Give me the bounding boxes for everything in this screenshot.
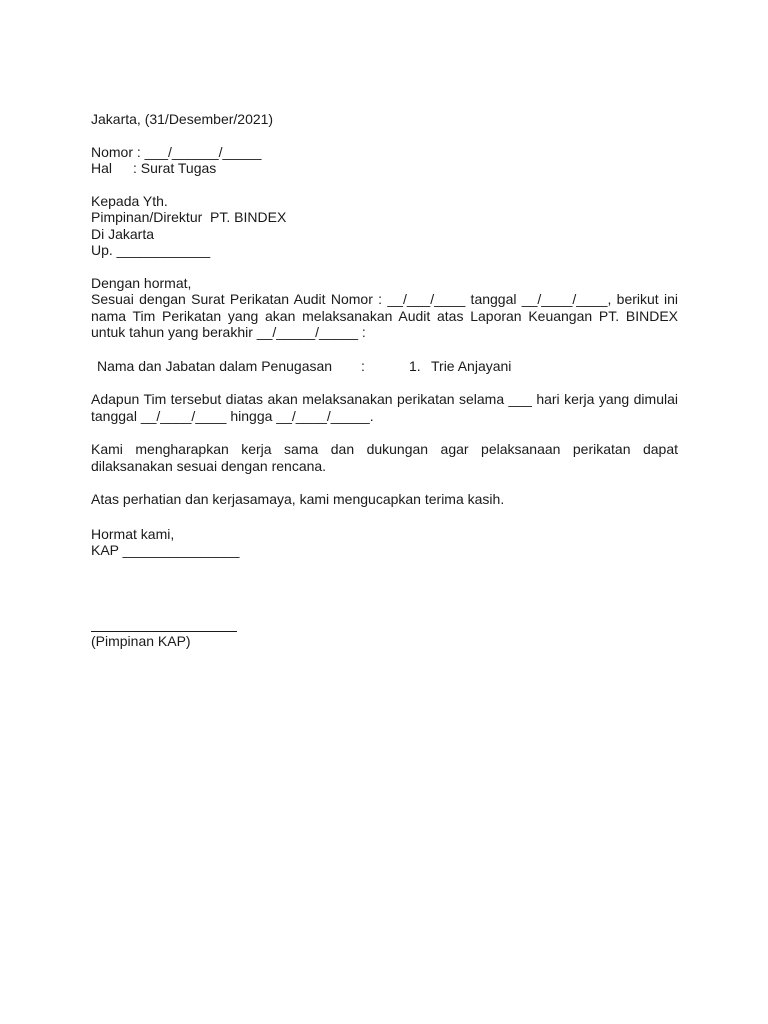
- letter-page: [91, 111, 678, 649]
- team-label: Nama dan Jabatan dalam Penugasan: [97, 357, 333, 374]
- signatory: (Pimpinan KAP): [91, 632, 191, 649]
- signature-line: [91, 615, 237, 632]
- closing-block: [91, 526, 678, 559]
- nomor-line: Nomor : ___/______/_____: [91, 143, 262, 160]
- closing-line-2: KAP _______________: [91, 542, 240, 558]
- hal-value: : Surat Tugas: [133, 160, 217, 176]
- hal-line: [91, 160, 678, 177]
- recipient-line-2: Pimpinan/Direktur PT. BINDEX: [91, 209, 287, 225]
- team-colon: :: [361, 357, 365, 374]
- team-member: Trie Anjayani: [431, 357, 512, 374]
- greeting: Dengan hormat,: [91, 274, 192, 291]
- hal-label: Hal: [91, 160, 113, 176]
- recipient-block: [91, 193, 678, 259]
- recipient-line-4: Up. ____________: [91, 242, 211, 258]
- recipient-line-3: Di Jakarta: [91, 225, 155, 242]
- place-date: Jakarta, (31/Desember/2021): [91, 111, 274, 127]
- paragraph-engagement: Sesuai dengan Surat Perikatan Audit Nomor : __/___/____ tanggal __/____/____, berikut ini nama Tim Perikatan yang akan melaksanakan Audit atas Laporan Keuangan PT. BINDEX untuk tahun yang berakhir __/_____/_____ :: [91, 291, 678, 340]
- opening-block: [91, 275, 678, 341]
- team-number: 1.: [409, 357, 421, 374]
- paragraph-cooperation: Kami mengharapkan kerja sama dan dukungan agar pelaksanaan perikatan dapat dilaksanakan sesuai dengan rencana.: [91, 441, 678, 474]
- reference-block: [91, 144, 678, 177]
- team-row: [91, 358, 678, 375]
- closing-line-1: Hormat kami,: [91, 525, 175, 542]
- paragraph-thanks: Atas perhatian dan kerjasamaya, kami mengucapkan terima kasih.: [91, 491, 505, 507]
- paragraph-duration: Adapun Tim tersebut diatas akan melaksanakan perikatan selama ___ hari kerja yang dimulai tanggal __/____/____ hingga __/____/_____.: [91, 391, 678, 424]
- recipient-line-1: Kepada Yth.: [91, 192, 168, 209]
